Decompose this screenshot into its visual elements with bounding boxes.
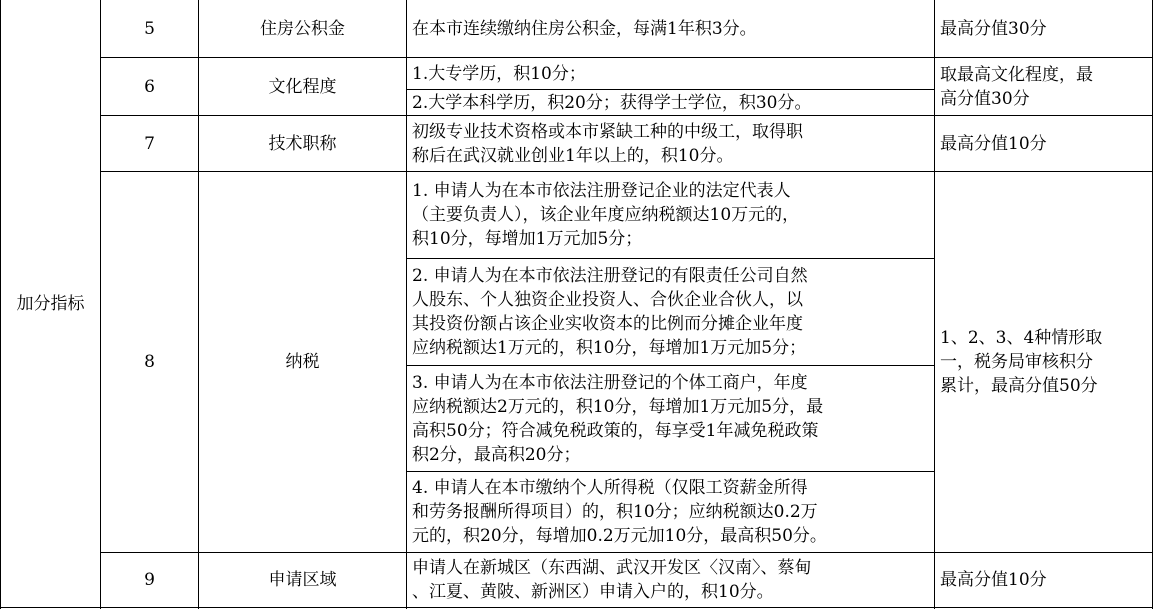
row-number: 9 <box>144 570 155 590</box>
row-number: 6 <box>144 76 155 97</box>
rule-text: 在本市连续缴纳住房公积金，每满1年积3分。 <box>412 18 757 39</box>
score-cap: 取最高文化程度，最 高分值30分 <box>940 64 1093 109</box>
item-name: 技术职称 <box>268 133 337 154</box>
rule-text: 2. 申请人为在本市依法注册登记的有限责任公司自然 人股东、个人独资企业投资人、合伙企业合伙人，以 其投资份额占该企业实收资本的比例而分摊企业年度 应纳税额达1万元的，积10分，每增加1万元加5分； <box>412 266 808 358</box>
rule-text: 1. 申请人为在本市依法注册登记企业的法定代表人 （主要负责人），该企业年度应纳税额达10万元的， 积10分，每增加1万元加5分； <box>412 181 800 249</box>
rule-text: 2.大学本科学历，积20分；获得学士学位，积30分。 <box>412 92 812 113</box>
rule-text: 初级专业技术资格或本市紧缺工种的中级工，取得职 称后在武汉就业创业1年以上的，积10分。 <box>412 121 803 166</box>
item-name: 文化程度 <box>268 76 337 97</box>
item-name: 住房公积金 <box>260 18 345 39</box>
score-cap: 最高分值10分 <box>940 133 1047 154</box>
score-cap: 最高分值30分 <box>940 18 1047 39</box>
row-number: 8 <box>144 352 155 372</box>
rule-text: 3. 申请人为在本市依法注册登记的个体工商户，年度 应纳税额达2万元的，积10分，每增加1万元加5分，最 高积50分；符合减免税政策的，每享受1年减免税政策 积2分，最高积20分； <box>412 372 824 465</box>
table-border-right <box>1152 0 1153 609</box>
row-number: 7 <box>144 133 155 154</box>
item-name: 纳税 <box>285 352 320 372</box>
score-cap: 最高分值10分 <box>940 570 1047 590</box>
rule-text: 4. 申请人在本市缴纳个人所得税（仅限工资薪金所得 和劳务报酬所得项目）的，积10分；应纳税额达0.2万 元的，积20分，每增加0.2万元加10分，最高积50分。 <box>412 478 827 546</box>
row-number: 5 <box>144 18 155 39</box>
column-divider <box>406 0 407 609</box>
rule-text: 1.大专学历，积10分； <box>412 63 586 84</box>
table-border-bottom <box>0 607 1153 608</box>
score-cap: 1、2、3、4种情形取 一，税务局审核积分 累计，最高分值50分 <box>940 328 1103 396</box>
category-label: 加分指标 <box>16 293 85 314</box>
item-name: 申请区域 <box>268 570 337 590</box>
rule-text: 申请人在新城区（东西湖、武汉开发区〈汉南〉、蔡甸 、江夏、黄陂、新洲区）申请入户的，积10分。 <box>412 558 812 602</box>
